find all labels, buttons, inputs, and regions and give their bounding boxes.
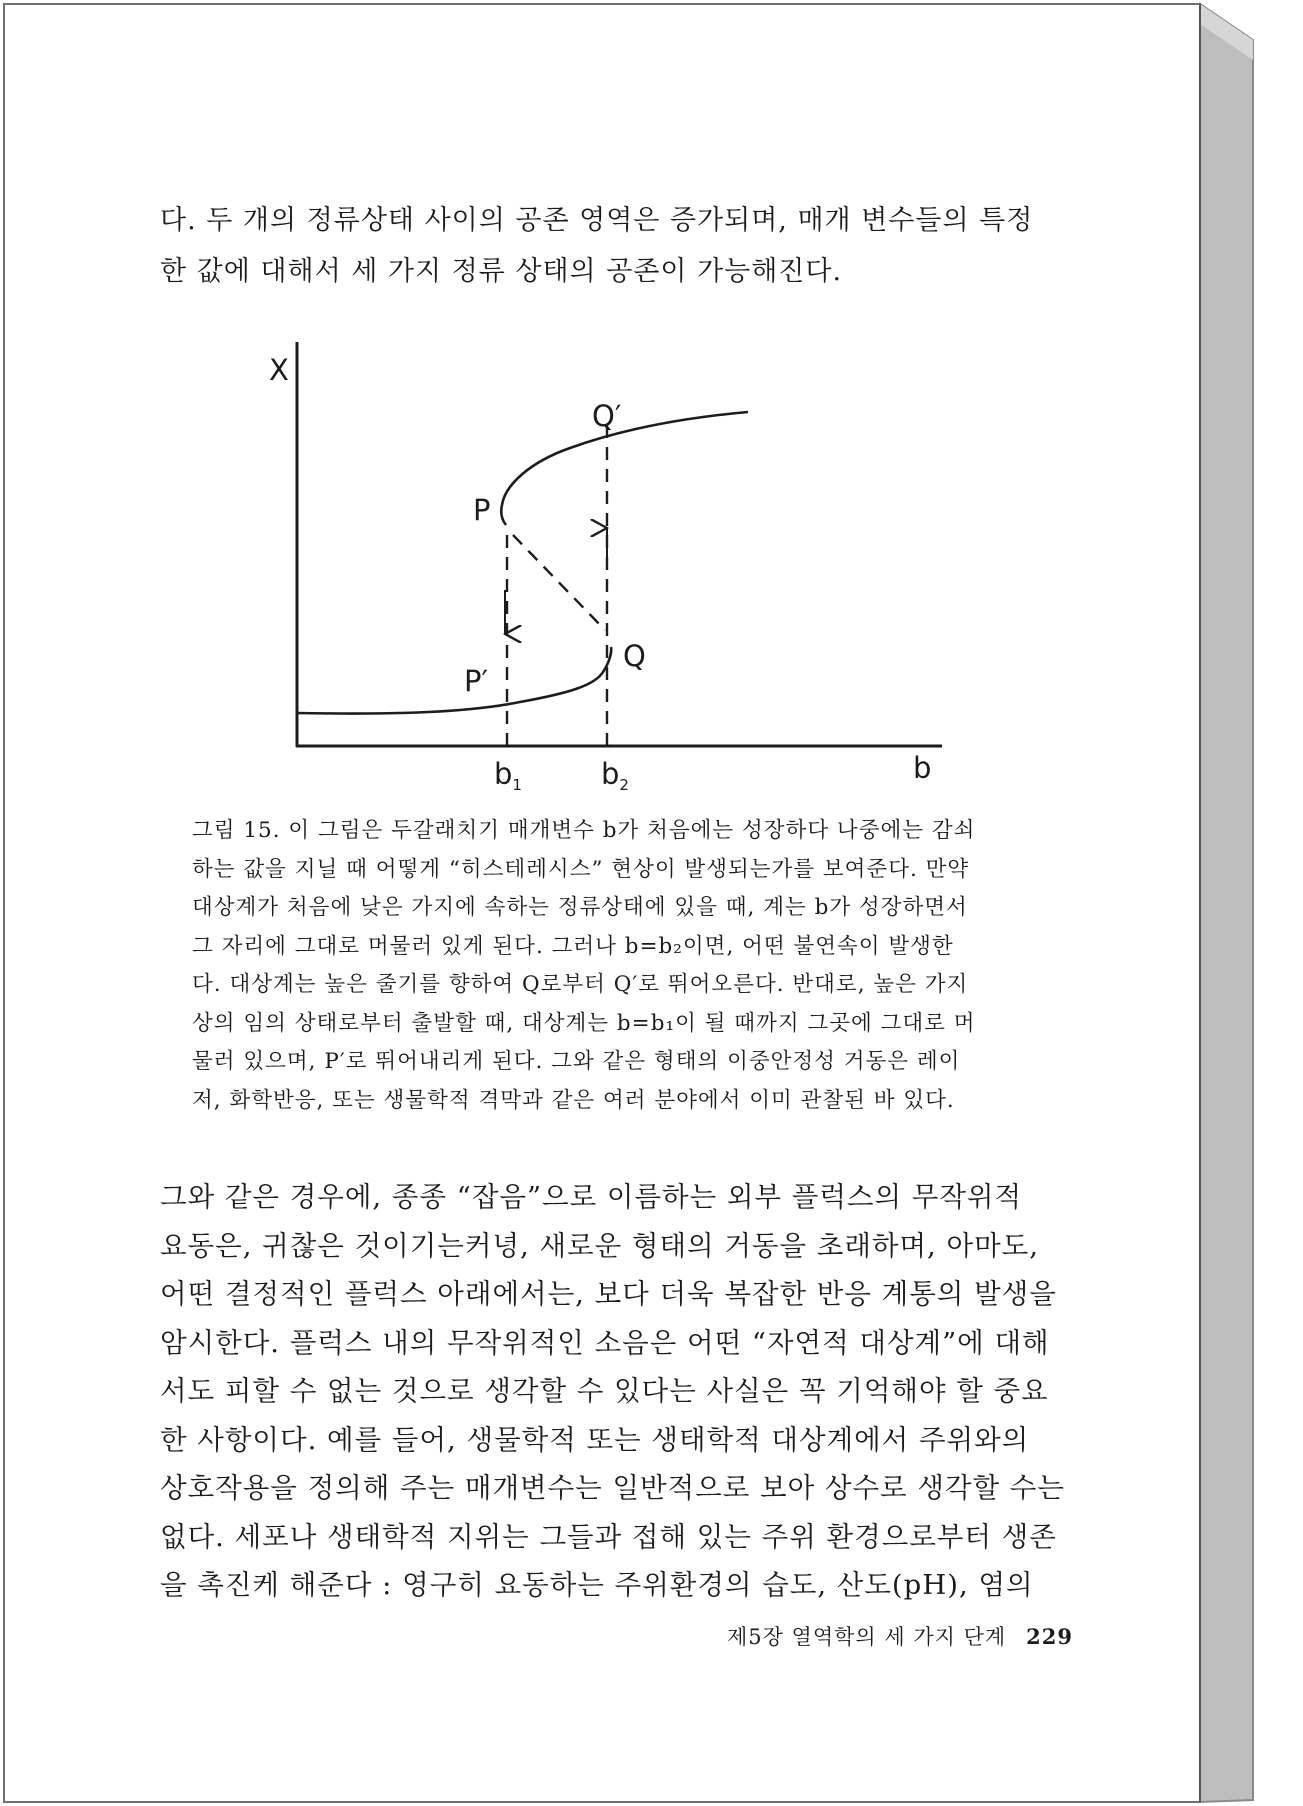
text-line: 어떤 결정적인 플럭스 아래에서는, 보다 더욱 복잡한 반응 계통의 발생을 [160, 1278, 1057, 1310]
caption-line: 상의 임의 상태로부터 출발할 때, 대상계는 b=b₁이 될 때까지 그곳에 그대로 머 [192, 1010, 976, 1036]
page-footer [727, 1621, 1073, 1651]
tick-label-b1 [494, 757, 522, 794]
lower-branch-curve [297, 647, 611, 714]
upper-branch-curve [501, 412, 748, 525]
tick-b2-subscript: 2 [619, 776, 629, 794]
text-line: 요동은, 귀찮은 것이기는커녕, 새로운 형태의 거동을 초래하며, 아마도, [160, 1229, 1039, 1262]
running-head: 제5장 열역학의 세 가지 단계 [726, 1625, 1007, 1649]
point-label-q: Q [623, 639, 646, 673]
page-number: 229 [1026, 1624, 1073, 1649]
text-line: 상호작용을 정의해 주는 매개변수는 일반적으로 보아 상수로 생각할 수는 [160, 1472, 1065, 1504]
point-label-p: P [473, 493, 491, 527]
text-line: 없다. 세포나 생태학적 지위는 그들과 접해 있는 주위 환경으로부터 생존 [160, 1520, 1057, 1553]
tick-b1-subscript: 1 [512, 776, 522, 794]
caption-line: 다. 대상계는 높은 줄기를 향하여 Q로부터 Q′로 뛰어오른다. 반대로, 높은 가지 [192, 972, 969, 997]
caption-line: 대상계가 처음에 낮은 가지에 속하는 정류상태에 있을 때, 계는 b가 성장하면서 [192, 895, 968, 920]
text-line: 한 사항이다. 예를 들어, 생물학적 또는 생태학적 대상계에서 주위와의 [160, 1423, 1030, 1456]
point-label-p-prime: P′ [464, 664, 489, 698]
text-line: 서도 피할 수 없는 것으로 생각할 수 있다는 사실은 꼭 기억해야 할 중요 [160, 1375, 1049, 1407]
x-axis-label: b [913, 751, 932, 785]
dashed-unstable-branch [513, 535, 605, 630]
body-paragraph [160, 1173, 1065, 1610]
text-line: 을 촉진케 해준다 : 영구히 요동하는 주위환경의 습도, 산도(pH), 염의 [160, 1569, 1034, 1601]
y-axis-label: X [269, 353, 289, 387]
caption-line: 저, 화학반응, 또는 생물학적 격막과 같은 여러 분야에서 이미 관찰된 바 있다. [192, 1087, 955, 1113]
text-line: 한 값에 대해서 세 가지 정류 상태의 공존이 가능해진다. [160, 256, 843, 287]
caption-line: 그 자리에 그대로 머물러 있게 된다. 그러나 b=b₂이면, 어떤 불연속이 발생한 [192, 933, 954, 959]
tick-b2-letter: b [601, 757, 620, 791]
caption-line: 그림 15. 이 그림은 두갈래치기 매개변수 b가 처음에는 성장하다 나중에는 감쇠 [192, 818, 976, 843]
tick-b1-letter: b [494, 757, 513, 791]
figure-caption [192, 812, 975, 1120]
caption-line: 하는 값을 지닐 때 어떻게 “히스테레시스” 현상이 발생되는가를 보여준다. 만약 [192, 856, 970, 882]
text-line: 다. 두 개의 정류상태 사이의 공존 영역은 증가되며, 매개 변수들의 특정 [160, 205, 1034, 236]
tick-label-b2 [601, 757, 629, 794]
caption-line: 물러 있으며, P′로 뛰어내리게 된다. 그와 같은 형태의 이중안정성 거동은 레이 [192, 1049, 961, 1074]
point-label-q-prime: Q′ [592, 399, 622, 433]
text-line: 암시한다. 플럭스 내의 무작위적인 소음은 어떤 “자연적 대상계”에 대해 [160, 1326, 1050, 1359]
text-line: 그와 같은 경우에, 종종 “잡음”으로 이름하는 외부 플럭스의 무작위적 [160, 1181, 1023, 1213]
